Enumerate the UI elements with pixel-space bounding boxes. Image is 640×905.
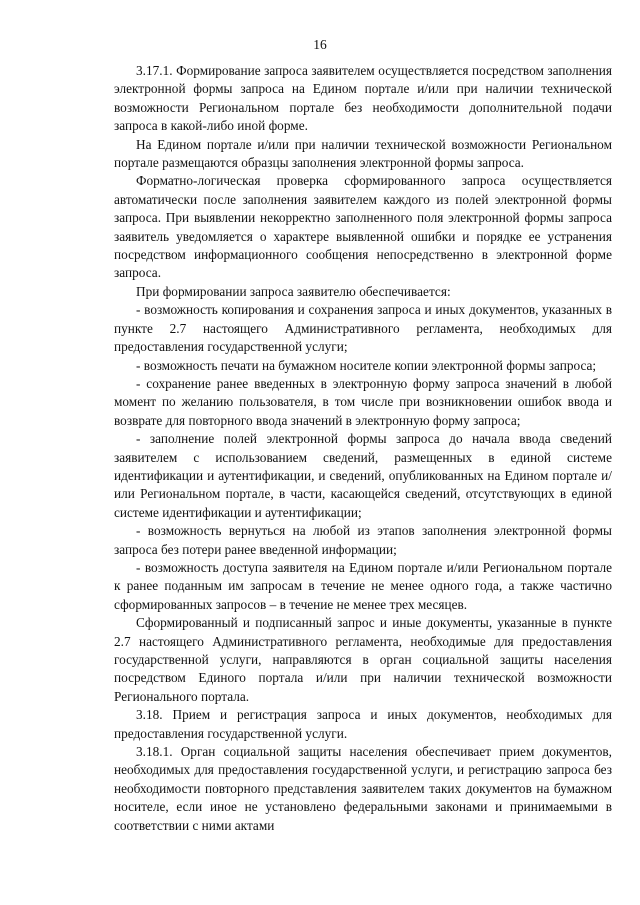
paragraph-3-18-1: 3.18.1. Орган социальной защиты населения обеспечивает прием документов, необходимых для предоставления государственной услуги, и регистрацию запроса без необходимости повторного представления заявителем таких документов на бумажном носителе, если иное не установлено федеральными законами и принимаемыми в соответствии с ними актами: [114, 744, 612, 833]
paragraph-provisions-intro: При формировании запроса заявителю обеспечивается:: [136, 283, 451, 299]
page-number: 16: [313, 37, 327, 52]
paragraph-samples: На Едином портале и/или при наличии технической возможности Региональном портале размещаются образцы заполнения электронной формы запроса.: [114, 136, 612, 171]
heading-3-18: 3.18. Прием и регистрация запроса и иных документов, необходимых для предоставления государственной услуги.: [114, 707, 612, 741]
paragraph-submission: Сформированный и подписанный запрос и иные документы, указанные в пункте 2.7 настоящего Административного регламента, необходимые для предоставления государственной услуги, направляются в орган социальной защиты населения посредством Единого портала и/или при наличии технической возможности Регионального портала.: [114, 615, 612, 704]
paragraph-3-17-1: 3.17.1. Формирование запроса заявителем осуществляется посредством заполнения электронной формы запроса на Едином портале и/или при наличии технической возможности Региональном портале без необходимости дополнительной подачи запроса в какой-либо иной форме.: [114, 63, 612, 134]
document-body: [114, 62, 612, 835]
list-item-autofill: - заполнение полей электронной формы запроса до начала ввода сведений заявителем с использованием сведений, размещенных в единой системе идентификации и аутентификации, и сведений, опубликованных на Едином портале и/или Региональном портале, в части, касающейся сведений, отсутствующих в единой системе идентификации и аутентификации;: [114, 431, 612, 520]
list-item-access-history: - возможность доступа заявителя на Едином портале и/или Региональном портале к ранее поданным им запросам в течение не менее одного года, а также частично сформированных запросов – в течение не менее трех месяцев.: [114, 559, 612, 612]
list-item-save-values: - сохранение ранее введенных в электронную форму запроса значений в любой момент по желанию пользователя, в том числе при возникновении ошибок ввода и возврате для повторного ввода значений в электронную форму запроса;: [114, 375, 612, 428]
list-item-print: - возможность печати на бумажном носителе копии электронной формы запроса;: [136, 357, 597, 373]
list-item-return-stage: - возможность вернуться на любой из этапов заполнения электронной формы запроса без потери ранее введенной информации;: [114, 523, 612, 557]
paragraph-format-check: Форматно-логическая проверка сформированного запроса осуществляется автоматически после заполнения заявителем каждого из полей электронной формы запроса. При выявлении некорректно заполненного поля электронной формы запроса заявитель уведомляется о характере выявленной ошибки и порядке ее устранения посредством информационного сообщения непосредственно в электронной форме запроса.: [114, 173, 612, 281]
list-item-copy-save: - возможность копирования и сохранения запроса и иных документов, указанных в пункте 2.7 настоящего Административного регламента, необходимых для предоставления государственной услуги;: [114, 302, 612, 355]
